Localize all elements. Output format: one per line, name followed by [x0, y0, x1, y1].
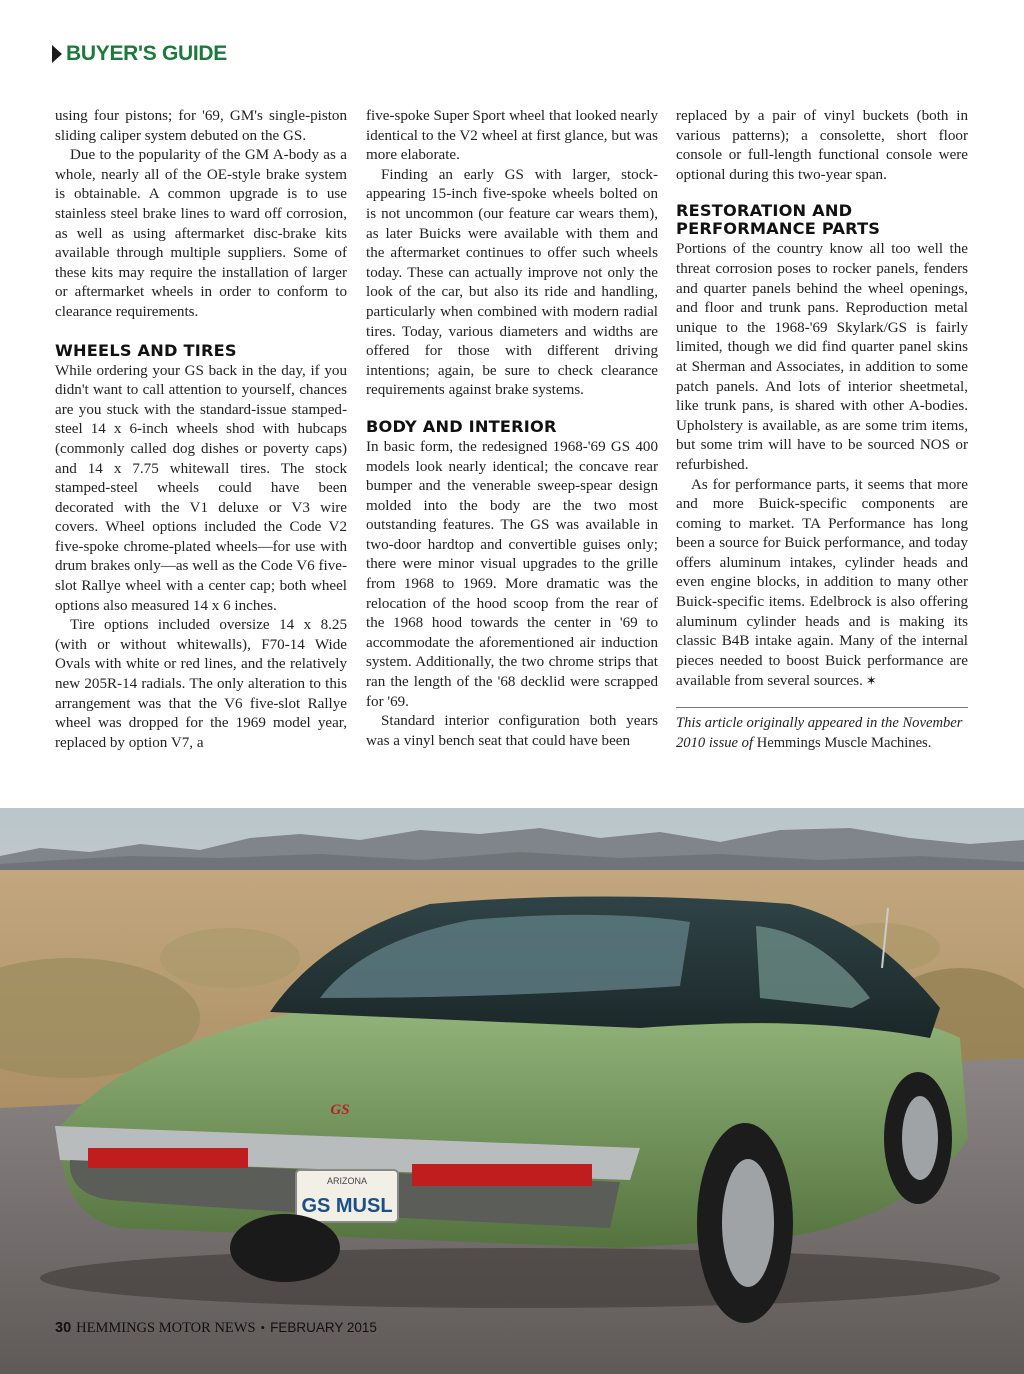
plate-state: ARIZONA — [326, 1176, 368, 1186]
column-1 — [55, 107, 347, 753]
section-label: BUYER'S GUIDE — [66, 42, 227, 65]
taillight-right — [412, 1164, 592, 1186]
heading-body-and-interior: BODY AND INTERIOR — [366, 416, 557, 436]
paragraph: Finding an early GS with larger, stock-appearing 15-inch five-spoke wheels bolted on is not uncommon (our feature car wears them), as later Buicks were available with them and the aftermarket continues to offer such wheels today. These can actually improve not only the look of the car, but also its ride and handling, particularly when combined with modern radial tires. Today, various diameters and widths are offered for those with different driving intentions; again, be sure to check clearance requirements against brake systems. — [366, 166, 658, 399]
front-wheel-rim — [902, 1096, 938, 1180]
section-tag — [52, 42, 227, 66]
paragraph: Standard interior configuration both years was a vinyl bench seat that could have been — [366, 713, 658, 749]
paragraph: replaced by a pair of vinyl buckets (both in various patterns); a consolette, short floor console or full-length functional console were optional during this two-year span. — [676, 108, 968, 183]
footer-separator: • — [260, 1320, 266, 1335]
shrub — [160, 928, 300, 988]
paragraph: using four pistons; for '69, GM's single-piston sliding caliper system debuted on the GS. — [55, 108, 347, 144]
paragraph — [676, 476, 968, 693]
column-3 — [676, 107, 968, 753]
note-publication: Hemmings Muscle Machines. — [756, 734, 932, 751]
car-shadow — [40, 1248, 1000, 1308]
end-mark-icon: ✶ — [865, 673, 877, 689]
paragraph: Due to the popularity of the GM A-body as a whole, nearly all of the OE-style brake system is obtainable. A common upgrade is to use stainless steel brake lines to ward off corrosion, as well as using aftermarket disc-brake kits available through multiple suppliers. Some of these kits may require the installation of larger or aftermarket wheels in order to conform to clearance requirements. — [55, 147, 347, 320]
paragraph: In basic form, the redesigned 1968-'69 GS 400 models look nearly identical; the concave rear bumper and the venerable sweep-spear design molded into the body are the two most outstanding features. The GS was available in two-door hardtop and convertible guises only; there were minor visual upgrades to the grille from 1968 to 1969. More dramatic was the relocation of the hood scoop from the rear of the 1968 hood towards the center in '69 to accommodate the aforementioned air induction system. Additionally, the two chrome strips that ran the length of the '68 decklid were scrapped for '69. — [366, 438, 658, 710]
page-footer — [55, 1320, 377, 1337]
article-note — [676, 707, 968, 753]
paragraph: Portions of the country know all too well the threat corrosion poses to rocker panels, fenders and quarter panels behind the wheel openings, and floor and trunk pans. Reproduction metal unique to the 1968-'69 Skylark/GS is fairly limited, though we did find quarter panel skins at Sherman and Associates, in addition to some patch panels. And lots of interior sheetmetal, like trunk pans, is shared with other A-bodies. Upholstery is available, as are some trim items, but some trim will have to be sourced NOS or refurbished. — [676, 241, 968, 473]
taillight-left — [88, 1148, 248, 1168]
note-text: This article originally appeared in the November 2010 issue of — [676, 715, 963, 751]
section-arrow-icon — [52, 45, 62, 63]
paragraph: While ordering your GS back in the day, if you didn't want to call attention to yourself, chances are you stuck with the standard-issue stamped-steel 14 x 6-inch wheels shod with hubcaps (commonly called dog dishes or poverty caps) and 14 x 7.75 whitewall tires. The stock stamped-steel wheels could have been decorated with the V1 deluxe or V3 wire covers. Wheel options included the Code V2 five-spoke chrome-plated wheels—for use with drum brakes only—as well as the Code V6 five-slot Rallye wheel with a center cap; both wheel options also measured 14 x 6 inches. — [55, 362, 347, 614]
gs-badge: GS — [330, 1102, 350, 1118]
paragraph: five-spoke Super Sport wheel that looked nearly identical to the V2 wheel at first glance, but was more elaborate. — [366, 108, 658, 164]
car-photo — [0, 808, 1024, 1374]
page-number: 30 — [55, 1320, 72, 1336]
paragraph: Tire options included oversize 14 x 8.25 (with or without whitewalls), F70-14 Wide Ovals with white or red lines, and the relatively new 205R-14 radials. The only alteration to this arrangement was that the V6 five-slot Rallye wheel was dropped for the 1969 model year, replaced by option V7, a — [55, 617, 347, 751]
column-2 — [366, 107, 658, 751]
paragraph-text: As for performance parts, it seems that more and more Buick-specific components are coming to market. TA Performance has long been a source for Buick performance, and today offers aluminum intakes, cylinder heads and even engine blocks, in addition to many other Buick-specific items. Edelbrock is also offering aluminum cylinder heads and is making its classic B4B intake again. Many of the internal pieces needed to boost Buick performance are available from several sources. — [676, 476, 968, 690]
rear-wheel-rim — [722, 1159, 774, 1287]
car-photo-illustration — [0, 808, 1024, 1374]
heading-wheels-and-tires: WHEELS AND TIRES — [55, 340, 237, 360]
heading-restoration-and-performance-parts: RESTORATION AND PERFORMANCE PARTS — [676, 201, 881, 239]
issue-date: FEBRUARY 2015 — [270, 1320, 377, 1335]
rear-tire-left — [230, 1214, 340, 1282]
publication-name: HEMMINGS MOTOR NEWS — [76, 1320, 256, 1336]
plate-text: GS MUSL — [301, 1195, 393, 1217]
